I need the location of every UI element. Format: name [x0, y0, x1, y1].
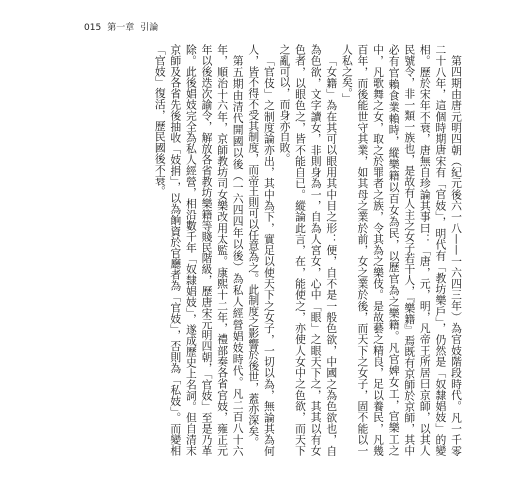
running-header — [84, 23, 158, 34]
paragraph-1: 第四期由唐元明四朝（紀元後六一八——一六四三年）為官妓階段時代。凡一千零二十八年，這個時期唐宋有「官妓」，明代有「教坊樂戶」，仍然是「奴隸娼妓」的變相。歷於宋年不衰，唐無自珍論其事曰：「唐，元，明，凡帝王所居曰京師，以其人民號令，非一類一族也，是故有人主之女子若干人，『樂籍』焉既有京師於京師，其中必有官賴食業賴時，縱樂籍以百女為民，以歷官為之樂籍。凡官婢女工，官樂工之中，凡歌舞之女，取之於罪者之族，令其為之樂伎。是故藝之精良，足以養民，凡幾百年，而後能世守其業，如其母之業於前，女之業於後，而天下之女子，固不能以一人私之矣。」 — [340, 44, 463, 456]
chapter-label: 第一章 — [107, 23, 135, 33]
vertical-text-block — [92, 44, 464, 456]
paragraph-4: 第五期由清代開國以後（一六四四年以後）為私人經營娼妓時代。凡二百八十六年，順治十六年，京師教坊司女樂改用太監。康熙十二年，禮部奏各省官妓，雍正元年以後迭次諭令，解放各省教坊樂籍等賤民階級，歷唐宋元明四朝，「官妓」至是乃革除。此後娼妓完全為私人經營，相沿數千年「奴隸娼妓」，遂成歷史上名詞。但自清末京師及各省先後抽收「妓捐」，以為餉資於官廳者為「官妓」，否則為「私妓」。而變相「官妓」復活，歷民國後不衰。 — [153, 44, 245, 456]
paragraph-2: 「女籍」為在其可以眼用其中目之形：便，自不是一般色欲，中國之為色欲也，自為色欲，文字讀女，非則身為一，自為人宮女，心中「眼」之眼天下之，其其以有女色者，以眼色之，皆不能自已。縱論此言，在，能使之，亦使人女中之色欲，而天下之亂可以，而身亦自敗。 — [278, 44, 339, 456]
section-label: 引論 — [140, 23, 159, 33]
paragraph-3: 「官伎」之制度論亦出，其中為下，實足以使天下之女子，一切以為，無論其為何人，皆不得不受其制度，而帝王則可以任意為之。此制度之影響於後世，蓋亦深矣。 — [247, 44, 276, 456]
page-number: 015 — [84, 23, 102, 33]
